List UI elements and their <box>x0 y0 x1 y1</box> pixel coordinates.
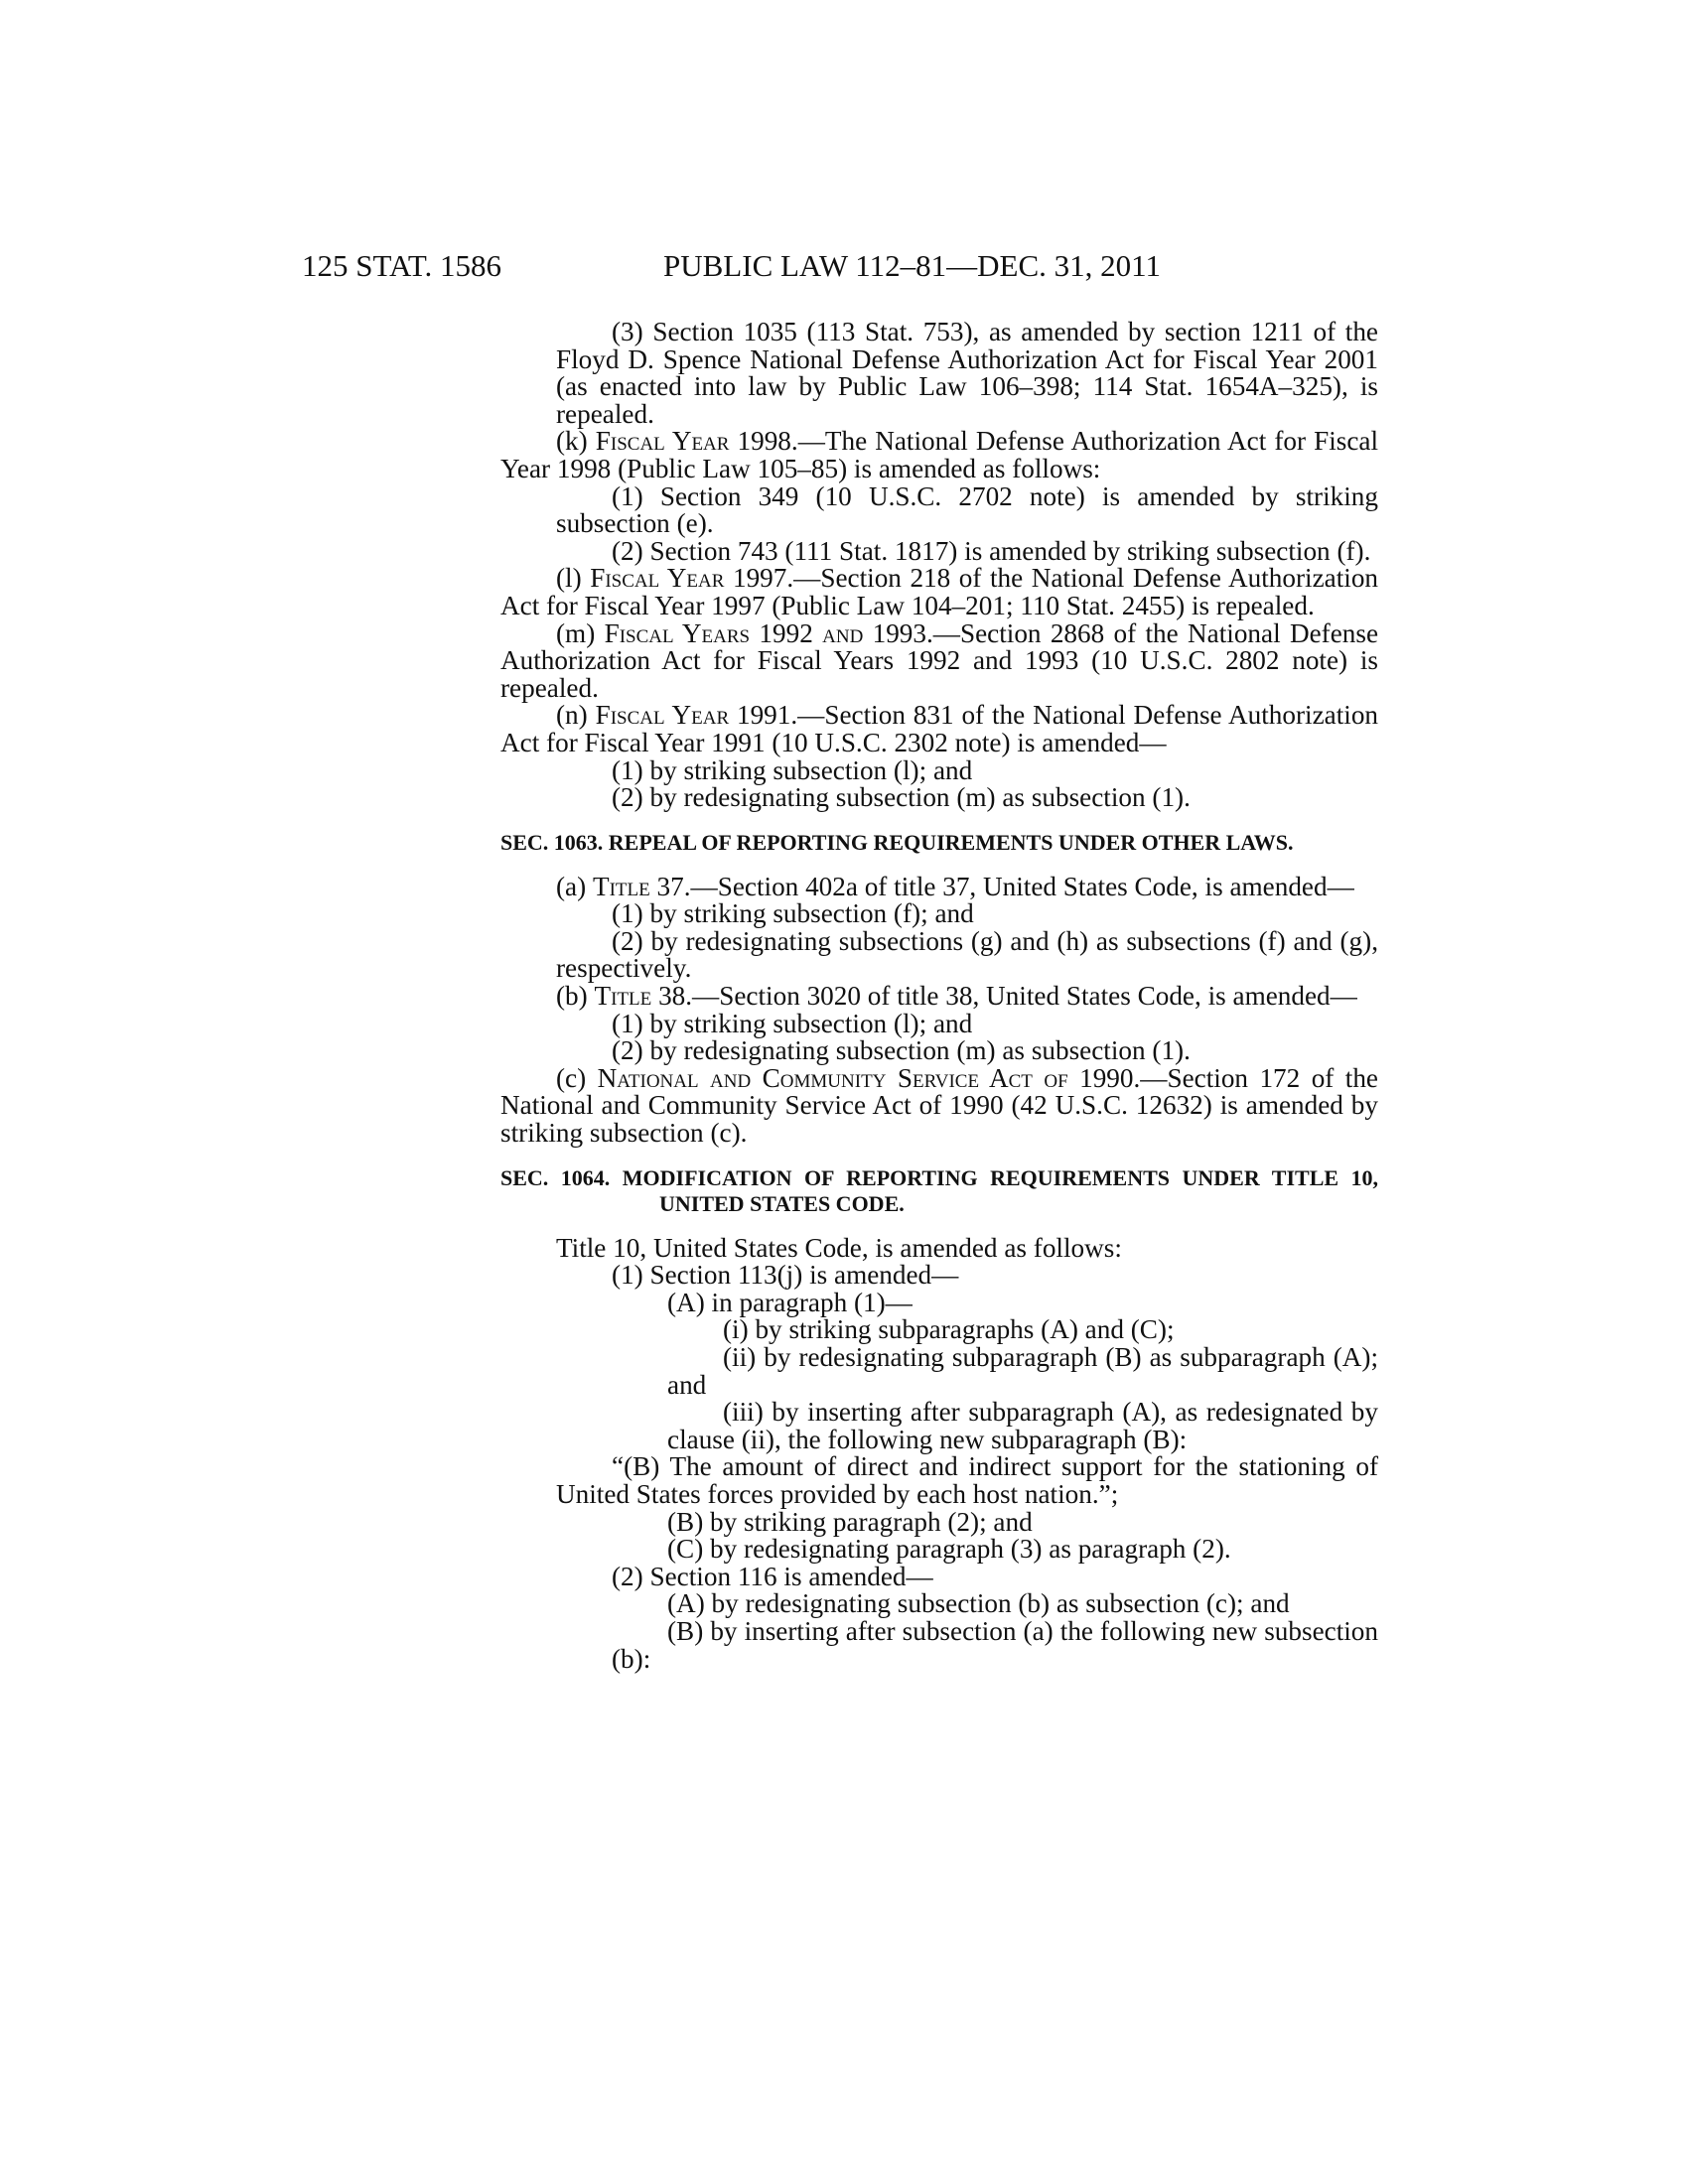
subsection-l: (l) Fiscal Year 1997.—Section 218 of the National Defense Authorization Act for Fiscal Year 1997 (Public Law 104–201; 110 Stat. 2455) is repealed. <box>500 563 1379 620</box>
clause-item: (ii) by redesignating subparagraph (B) as subparagraph (A); and <box>667 1342 1378 1400</box>
public-law-title: PUBLIC LAW 112–81—DEC. 31, 2011 <box>663 248 1161 283</box>
section-heading-1063 <box>500 830 1378 856</box>
paragraph-item: (3) Section 1035 (113 Stat. 753), as amended by section 1211 of the Floyd D. Spence National Defense Authorization Act for Fiscal Year 2001 (as enacted into law by Public Law 106–398; 114 Stat. 1654A–325), is repealed. <box>556 317 1378 429</box>
subsection-a: (a) Title 37.—Section 402a of title 37, United States Code, is amended— <box>556 871 1354 901</box>
paragraph-intro: Title 10, United States Code, is amended as follows: <box>556 1232 1122 1263</box>
subsection-heading: Fiscal Years 1992 and 1993 <box>604 617 926 648</box>
paragraph-item: (2) by redesignating subsection (m) as subsection (1). <box>612 1035 1191 1066</box>
subparagraph-item: (B) by striking paragraph (2); and <box>667 1506 1033 1537</box>
subsection-heading: National and Community Service Act of <box>597 1062 1068 1093</box>
subsection-heading: Title <box>592 871 650 901</box>
subsection-heading: Fiscal Year 1997 <box>590 563 787 594</box>
paragraph-item: (1) by striking subsection (l); and <box>612 754 973 785</box>
section-number: SEC. 1064. <box>500 1164 611 1190</box>
subsection-c: (c) National and Community Service Act of 1990.—Section 172 of the National and Community Service Act of 1990 (42 U.S.C. 12632) is amended by striking subsection (c). <box>500 1062 1379 1149</box>
clause-item: (i) by striking subparagraphs (A) and (C); <box>723 1314 1175 1345</box>
stat-reference: 125 STAT. 1586 <box>302 248 502 283</box>
paragraph-item: (1) by striking subsection (l); and <box>612 1008 973 1038</box>
subparagraph-item: (A) by redesignating subsection (b) as subsection (c); and <box>667 1588 1290 1619</box>
paragraph-item: (1) Section 113(j) is amended— <box>612 1260 959 1291</box>
paragraph-item: (1) Section 349 (10 U.S.C. 2702 note) is amended by striking subsection (e). <box>556 480 1378 539</box>
subsection-k: (k) Fiscal Year 1998.—The National Defense Authorization Act for Fiscal Year 1998 (Public Law 105–85) is amended as follows: <box>500 426 1379 483</box>
section-title: REPEAL OF REPORTING REQUIREMENTS UNDER OTHER LAWS. <box>608 829 1294 855</box>
quoted-text: “(B) The amount of direct and indirect support for the stationing of United States forces provided by each host nation.”; <box>556 1451 1378 1509</box>
section-number: SEC. 1063. <box>500 829 604 855</box>
paragraph-item: (2) by redesignating subsection (m) as subsection (1). <box>612 782 1191 813</box>
subparagraph-item: (B) by inserting after subsection (a) the following new subsection (b): <box>612 1615 1378 1674</box>
subsection-b: (b) Title 38.—Section 3020 of title 38, United States Code, is amended— <box>556 981 1357 1012</box>
section-heading-1064 <box>500 1165 1378 1217</box>
subparagraph-item: (C) by redesignating paragraph (3) as paragraph (2). <box>667 1534 1231 1565</box>
document-body <box>500 319 1378 1673</box>
subsection-heading: Fiscal Year 1998 <box>595 426 791 457</box>
subparagraph-item: (A) in paragraph (1)— <box>667 1287 913 1317</box>
paragraph-item: (2) Section 743 (111 Stat. 1817) is amended by striking subsection (f). <box>612 535 1371 566</box>
clause-item: (iii) by inserting after subparagraph (A), as redesignated by clause (ii), the following new subparagraph (B): <box>667 1397 1378 1454</box>
subsection-heading: Fiscal Year 1991 <box>595 700 791 731</box>
section-title: MODIFICATION OF REPORTING REQUIREMENTS UNDER TITLE 10, UNITED STATES CODE. <box>622 1164 1379 1216</box>
page-header <box>302 248 1378 288</box>
paragraph-item: (2) Section 116 is amended— <box>612 1561 933 1591</box>
paragraph-item: (1) by striking subsection (f); and <box>612 898 974 929</box>
subsection-m: (m) Fiscal Years 1992 and 1993.—Section 2868 of the National Defense Authorization Act for Fiscal Years 1992 and 1993 (10 U.S.C. 2802 note) is repealed. <box>500 617 1379 703</box>
subsection-n: (n) Fiscal Year 1991.—Section 831 of the National Defense Authorization Act for Fiscal Year 1991 (10 U.S.C. 2302 note) is amended— <box>500 700 1379 757</box>
subsection-heading: Title <box>594 981 652 1012</box>
paragraph-item: (2) by redesignating subsections (g) and (h) as subsections (f) and (g), respectively. <box>556 925 1378 984</box>
